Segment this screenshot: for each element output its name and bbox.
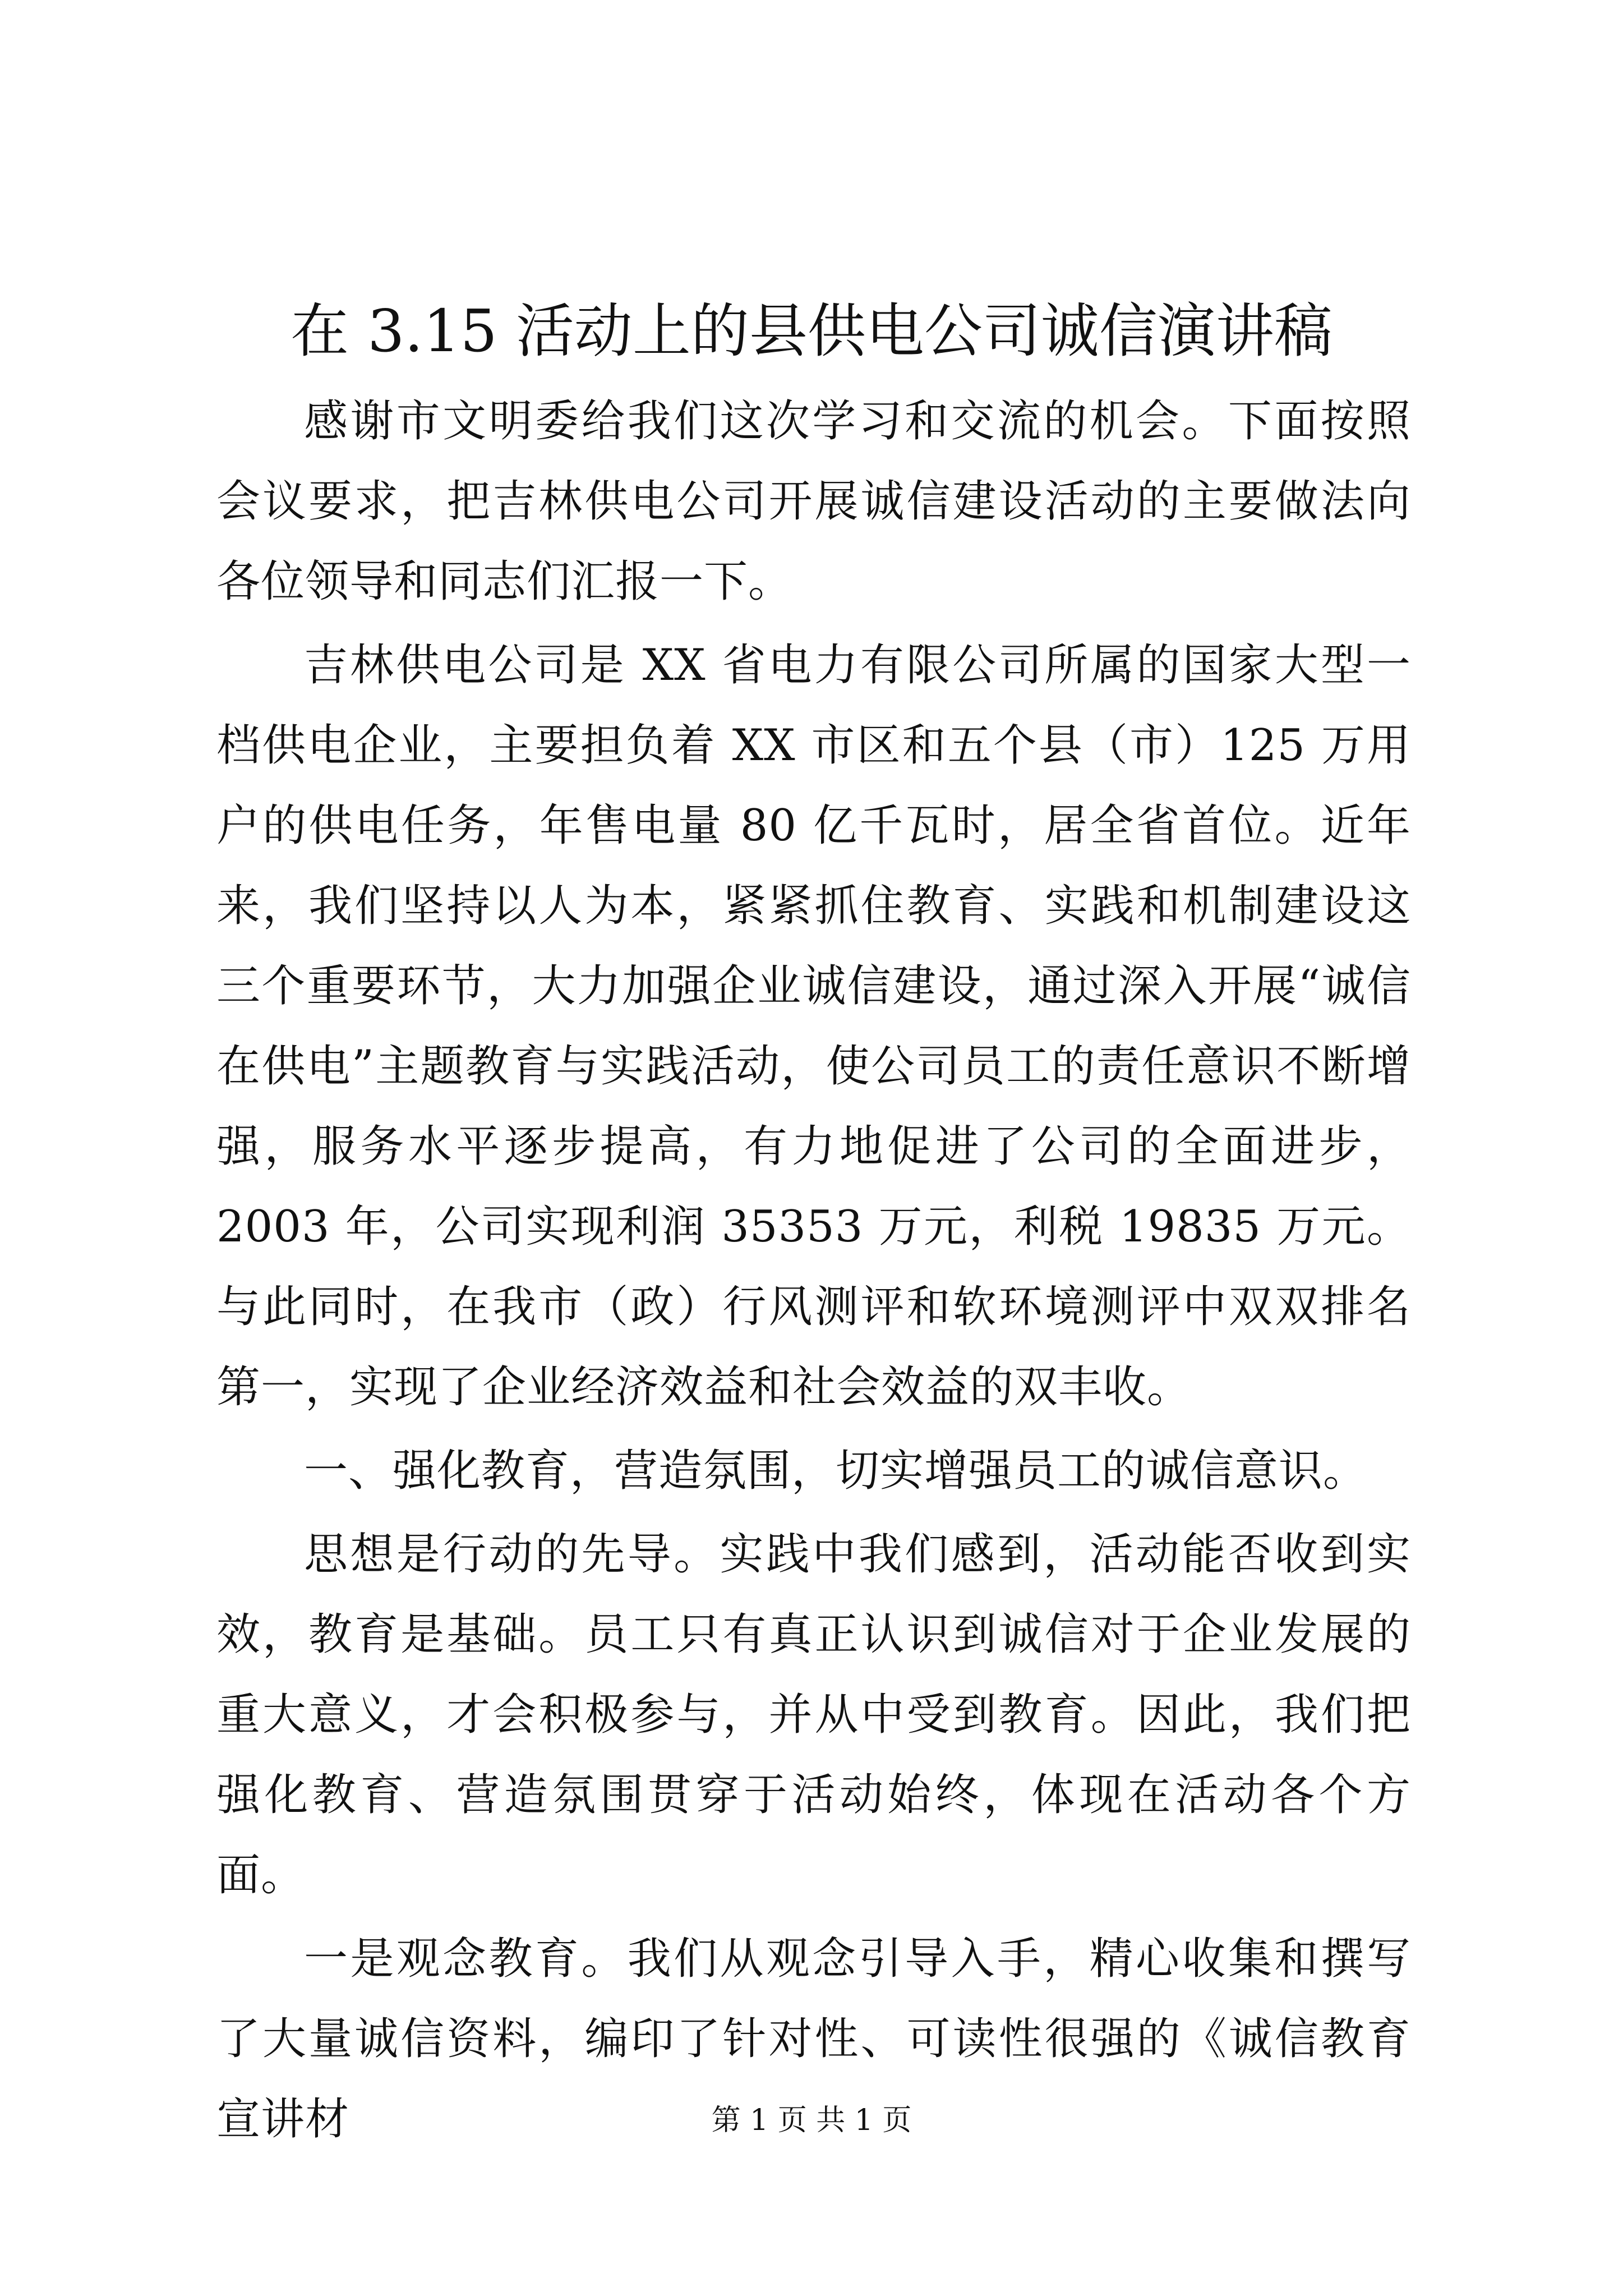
paragraph-education: 思想是行动的先导。实践中我们感到，活动能否收到实效，教育是基础。员工只有真正认识到诚信对于企业发展的重大意义，才会积极参与，并从中受到教育。因此，我们把强化教育、营造氛围贯穿于活动始终，体现在活动各个方面。: [216, 1529, 1411, 1901]
document-body: [216, 381, 1411, 2163]
page-footer: 第 1 页 共 1 页: [711, 2104, 912, 2137]
paragraph-concept-education: 一是观念教育。我们从观念引导入手，精心收集和撰写了大量诚信资料，编印了针对性、可读性很强的《诚信教育宣讲材: [216, 1934, 1411, 2145]
document-title: 在 3.15 活动上的县供电公司诚信演讲稿: [291, 297, 1332, 365]
paragraph-intro: 感谢市文明委给我们这次学习和交流的机会。下面按照会议要求，把吉林供电公司开展诚信建设活动的主要做法向各位领导和同志们汇报一下。: [216, 396, 1411, 607]
paragraph-company-overview: 吉林供电公司是 XX 省电力有限公司所属的国家大型一档供电企业，主要担负着 XX 市区和五个县（市）125 万用户的供电任务，年售电量 80 亿千瓦时，居全省首位。近年来，我们坚持以人为本，紧紧抓住教育、实践和机制建设这三个重要环节，大力加强企业诚信建设，通过深入开展“诚信在供电”主题教育与实践活动，使公司员工的责任意识不断增强，服务水平逐步提高，有力地促进了公司的全面进步，2003 年，公司实现利润 35353 万元，利税 19835 万元。与此同时，在我市（政）行风测评和软环境测评中双双排名第一，实现了企业经济效益和社会效益的双丰收。: [216, 640, 1411, 1412]
section-heading-1: 一、强化教育，营造氛围，切实增强员工的诚信意识。: [304, 1446, 1368, 1496]
